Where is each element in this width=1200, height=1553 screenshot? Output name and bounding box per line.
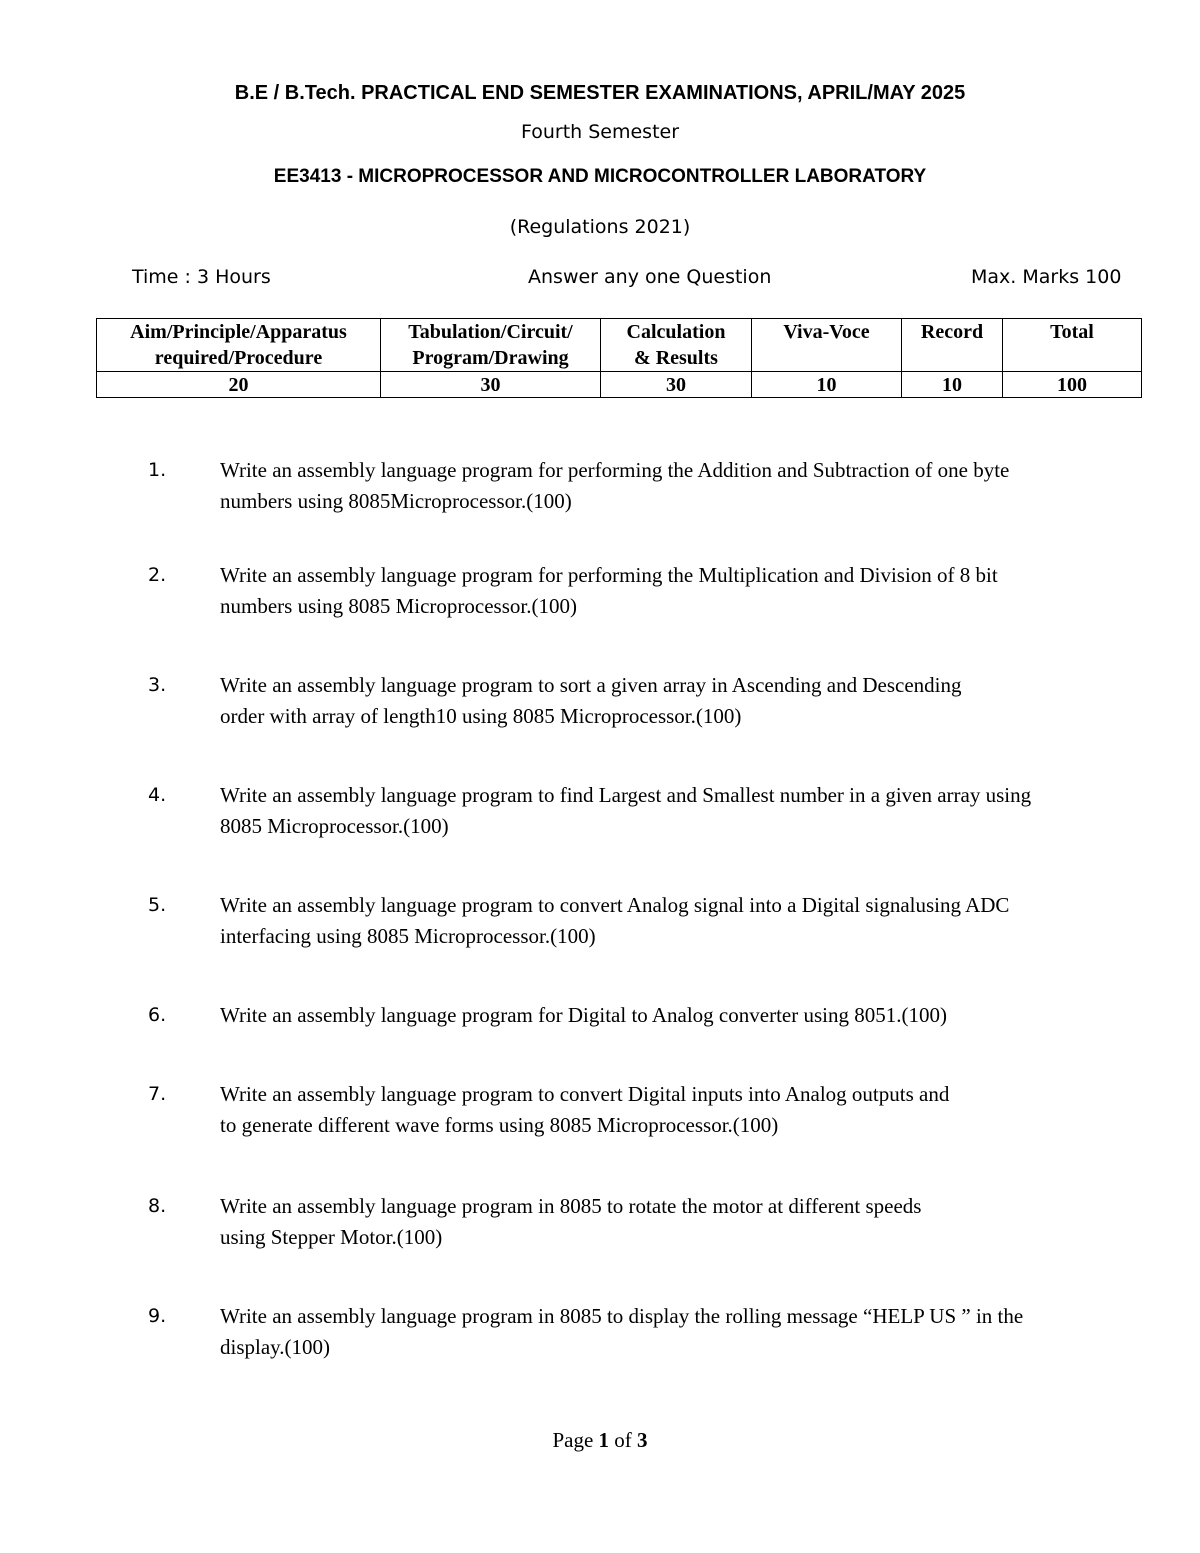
course-title: EE3413 - MICROPROCESSOR AND MICROCONTROLLER LABORATORY xyxy=(273,166,927,187)
question-text: Write an assembly language program to convert Analog signal into a Digital signalusing ADC interfacing using 8085 Microprocessor.(100) xyxy=(220,893,1010,948)
marks-distribution-table xyxy=(96,318,1142,398)
question-text: Write an assembly language program for performing the Multiplication and Division of 8 bit numbers using 8085 Microprocessor.(100) xyxy=(220,563,998,618)
marks-value-row xyxy=(97,372,1142,398)
question-number: 3. xyxy=(148,674,167,696)
question-number: 8. xyxy=(148,1195,167,1217)
current-page: 1 xyxy=(598,1428,610,1452)
page-footer xyxy=(0,1428,1200,1453)
header-viva-voce: Viva-Voce xyxy=(752,319,902,372)
question-number: 2. xyxy=(148,564,167,586)
value-aim: 20 xyxy=(97,372,381,398)
question-text: Write an assembly language program for Digital to Analog converter using 8051.(100) xyxy=(220,1003,947,1027)
value-record: 10 xyxy=(902,372,1003,398)
question-number: 9. xyxy=(148,1305,167,1327)
instruction-label: Answer any one Question xyxy=(528,266,772,288)
question-text: Write an assembly language program in 8085 to display the rolling message “HELP US ” in the display.(100) xyxy=(220,1304,1024,1359)
value-tabulation: 30 xyxy=(381,372,601,398)
question-text: Write an assembly language program to sort a given array in Ascending and Descending order with array of length10 using 8085 Microprocessor.(100) xyxy=(220,673,962,728)
value-viva-voce: 10 xyxy=(752,372,902,398)
max-marks-label: Max. Marks 100 xyxy=(971,266,1122,288)
value-calculation: 30 xyxy=(601,372,752,398)
marks-header-row xyxy=(97,319,1142,372)
question-text: Write an assembly language program in 8085 to rotate the motor at different speeds using Stepper Motor.(100) xyxy=(220,1194,922,1249)
header-tabulation: Tabulation/Circuit/ Program/Drawing xyxy=(381,319,601,372)
value-total: 100 xyxy=(1003,372,1142,398)
question-number: 7. xyxy=(148,1083,167,1105)
regulations-label: (Regulations 2021) xyxy=(509,216,691,238)
time-label: Time : 3 Hours xyxy=(132,266,271,288)
question-text: Write an assembly language program to convert Digital inputs into Analog outputs and to generate different wave forms using 8085 Microprocessor.(100) xyxy=(220,1082,950,1137)
question-number: 6. xyxy=(148,1004,167,1026)
question-text: Write an assembly language program for performing the Addition and Subtraction of one byte numbers using 8085Microprocessor.(100) xyxy=(220,458,1010,513)
header-record: Record xyxy=(902,319,1003,372)
header-aim: Aim/Principle/Apparatus required/Procedure xyxy=(97,319,381,372)
header-calculation: Calculation & Results xyxy=(601,319,752,372)
total-pages: 3 xyxy=(637,1428,648,1452)
question-number: 5. xyxy=(148,894,167,916)
question-number: 1. xyxy=(148,459,167,481)
question-text: Write an assembly language program to find Largest and Smallest number in a given array using 8085 Microprocessor.(100) xyxy=(220,783,1032,838)
header-total: Total xyxy=(1003,319,1142,372)
page-word: Page xyxy=(552,1428,594,1452)
exam-title: B.E / B.Tech. PRACTICAL END SEMESTER EXAMINATIONS, APRIL/MAY 2025 xyxy=(234,82,966,104)
question-number: 4. xyxy=(148,784,167,806)
semester-label: Fourth Semester xyxy=(520,121,680,143)
of-word: of xyxy=(614,1428,632,1452)
